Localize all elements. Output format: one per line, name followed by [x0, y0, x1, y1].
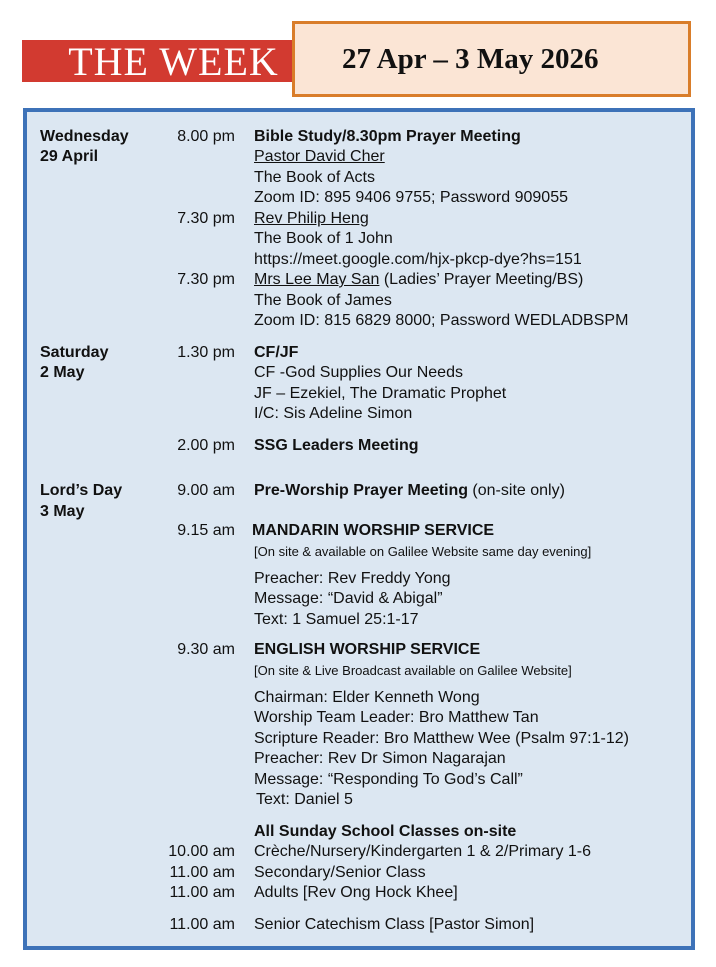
event-leader-line — [254, 270, 583, 290]
event-line: Text: 1 Samuel 25:1-17 — [254, 611, 419, 628]
date-saturday: 2 May — [40, 364, 85, 381]
event-info: Zoom ID: 895 9406 9755; Password 909055 — [254, 189, 568, 206]
event-topic: The Book of 1 John — [254, 230, 393, 247]
event-leader: Rev Philip Heng — [254, 210, 369, 227]
event-line: Message: “Responding To God’s Call” — [254, 771, 523, 788]
class-name: Adults [Rev Ong Hock Khee] — [254, 884, 458, 901]
class-name: Secondary/Senior Class — [254, 864, 426, 881]
date-range: 27 Apr – 3 May 2026 — [342, 42, 599, 75]
event-time: 7.30 pm — [177, 271, 235, 288]
day-wednesday: Wednesday — [40, 128, 129, 145]
day-saturday: Saturday — [40, 344, 109, 361]
event-info: Zoom ID: 815 6829 8000; Password WEDLADBSPM — [254, 312, 629, 329]
event-time: 8.00 pm — [177, 128, 235, 145]
event-time: 9.15 am — [177, 522, 235, 539]
event-line: I/C: Sis Adeline Simon — [254, 405, 413, 422]
event-title-line — [254, 481, 565, 501]
event-topic: The Book of Acts — [254, 169, 375, 186]
class-time: 11.00 am — [169, 884, 235, 901]
sunday-school-title: All Sunday School Classes on-site — [254, 823, 517, 840]
day-lords-day: Lord’s Day — [40, 482, 123, 499]
class-name: Senior Catechism Class [Pastor Simon] — [254, 916, 535, 933]
event-title: Pre-Worship Prayer Meeting — [254, 482, 468, 499]
date-range-box — [292, 21, 691, 97]
event-line: Scripture Reader: Bro Matthew Wee (Psalm 97:1-12) — [254, 730, 629, 747]
event-time: 9.30 am — [177, 641, 235, 658]
event-line: Worship Team Leader: Bro Matthew Tan — [254, 709, 539, 726]
event-line: Preacher: Rev Freddy Yong — [254, 570, 451, 587]
event-leader: Pastor David Cher — [254, 148, 385, 165]
class-time: 11.00 am — [169, 864, 235, 881]
event-line: Chairman: Elder Kenneth Wong — [254, 689, 480, 706]
masthead-logo: THE WEEK — [19, 37, 328, 85]
date-lords-day: 3 May — [40, 503, 85, 520]
event-line: CF -God Supplies Our Needs — [254, 364, 463, 381]
event-title: Bible Study/8.30pm Prayer Meeting — [254, 128, 521, 145]
event-topic: The Book of James — [254, 292, 392, 309]
event-title: CF/JF — [254, 344, 299, 361]
event-line: Text: Daniel 5 — [256, 791, 353, 808]
class-name: Crèche/Nursery/Kindergarten 1 & 2/Primary 1-6 — [254, 843, 592, 860]
event-time: 2.00 pm — [177, 437, 235, 454]
class-time: 11.00 am — [169, 916, 235, 933]
event-subtitle: [On site & Live Broadcast available on Galilee Website] — [254, 663, 572, 678]
event-time: 7.30 pm — [177, 210, 235, 227]
event-title: SSG Leaders Meeting — [254, 437, 419, 454]
event-title: ENGLISH WORSHIP SERVICE — [254, 641, 481, 658]
event-subtitle: [On site & available on Galilee Website same day evening] — [254, 544, 592, 559]
event-leader: Mrs Lee May San — [254, 271, 380, 288]
event-note: (Ladies’ Prayer Meeting/BS) — [379, 271, 584, 288]
event-time: 1.30 pm — [177, 344, 235, 361]
event-line: Message: “David & Abigal” — [254, 590, 443, 607]
event-time: 9.00 am — [177, 482, 235, 499]
event-link: https://meet.google.com/hjx-pkcp-dye?hs=151 — [254, 251, 582, 268]
date-wednesday: 29 April — [40, 148, 99, 165]
event-title: MANDARIN WORSHIP SERVICE — [252, 522, 495, 539]
event-note: (on-site only) — [467, 482, 565, 499]
event-line: JF – Ezekiel, The Dramatic Prophet — [254, 385, 507, 402]
class-time: 10.00 am — [168, 843, 235, 860]
event-line: Preacher: Rev Dr Simon Nagarajan — [254, 750, 506, 767]
